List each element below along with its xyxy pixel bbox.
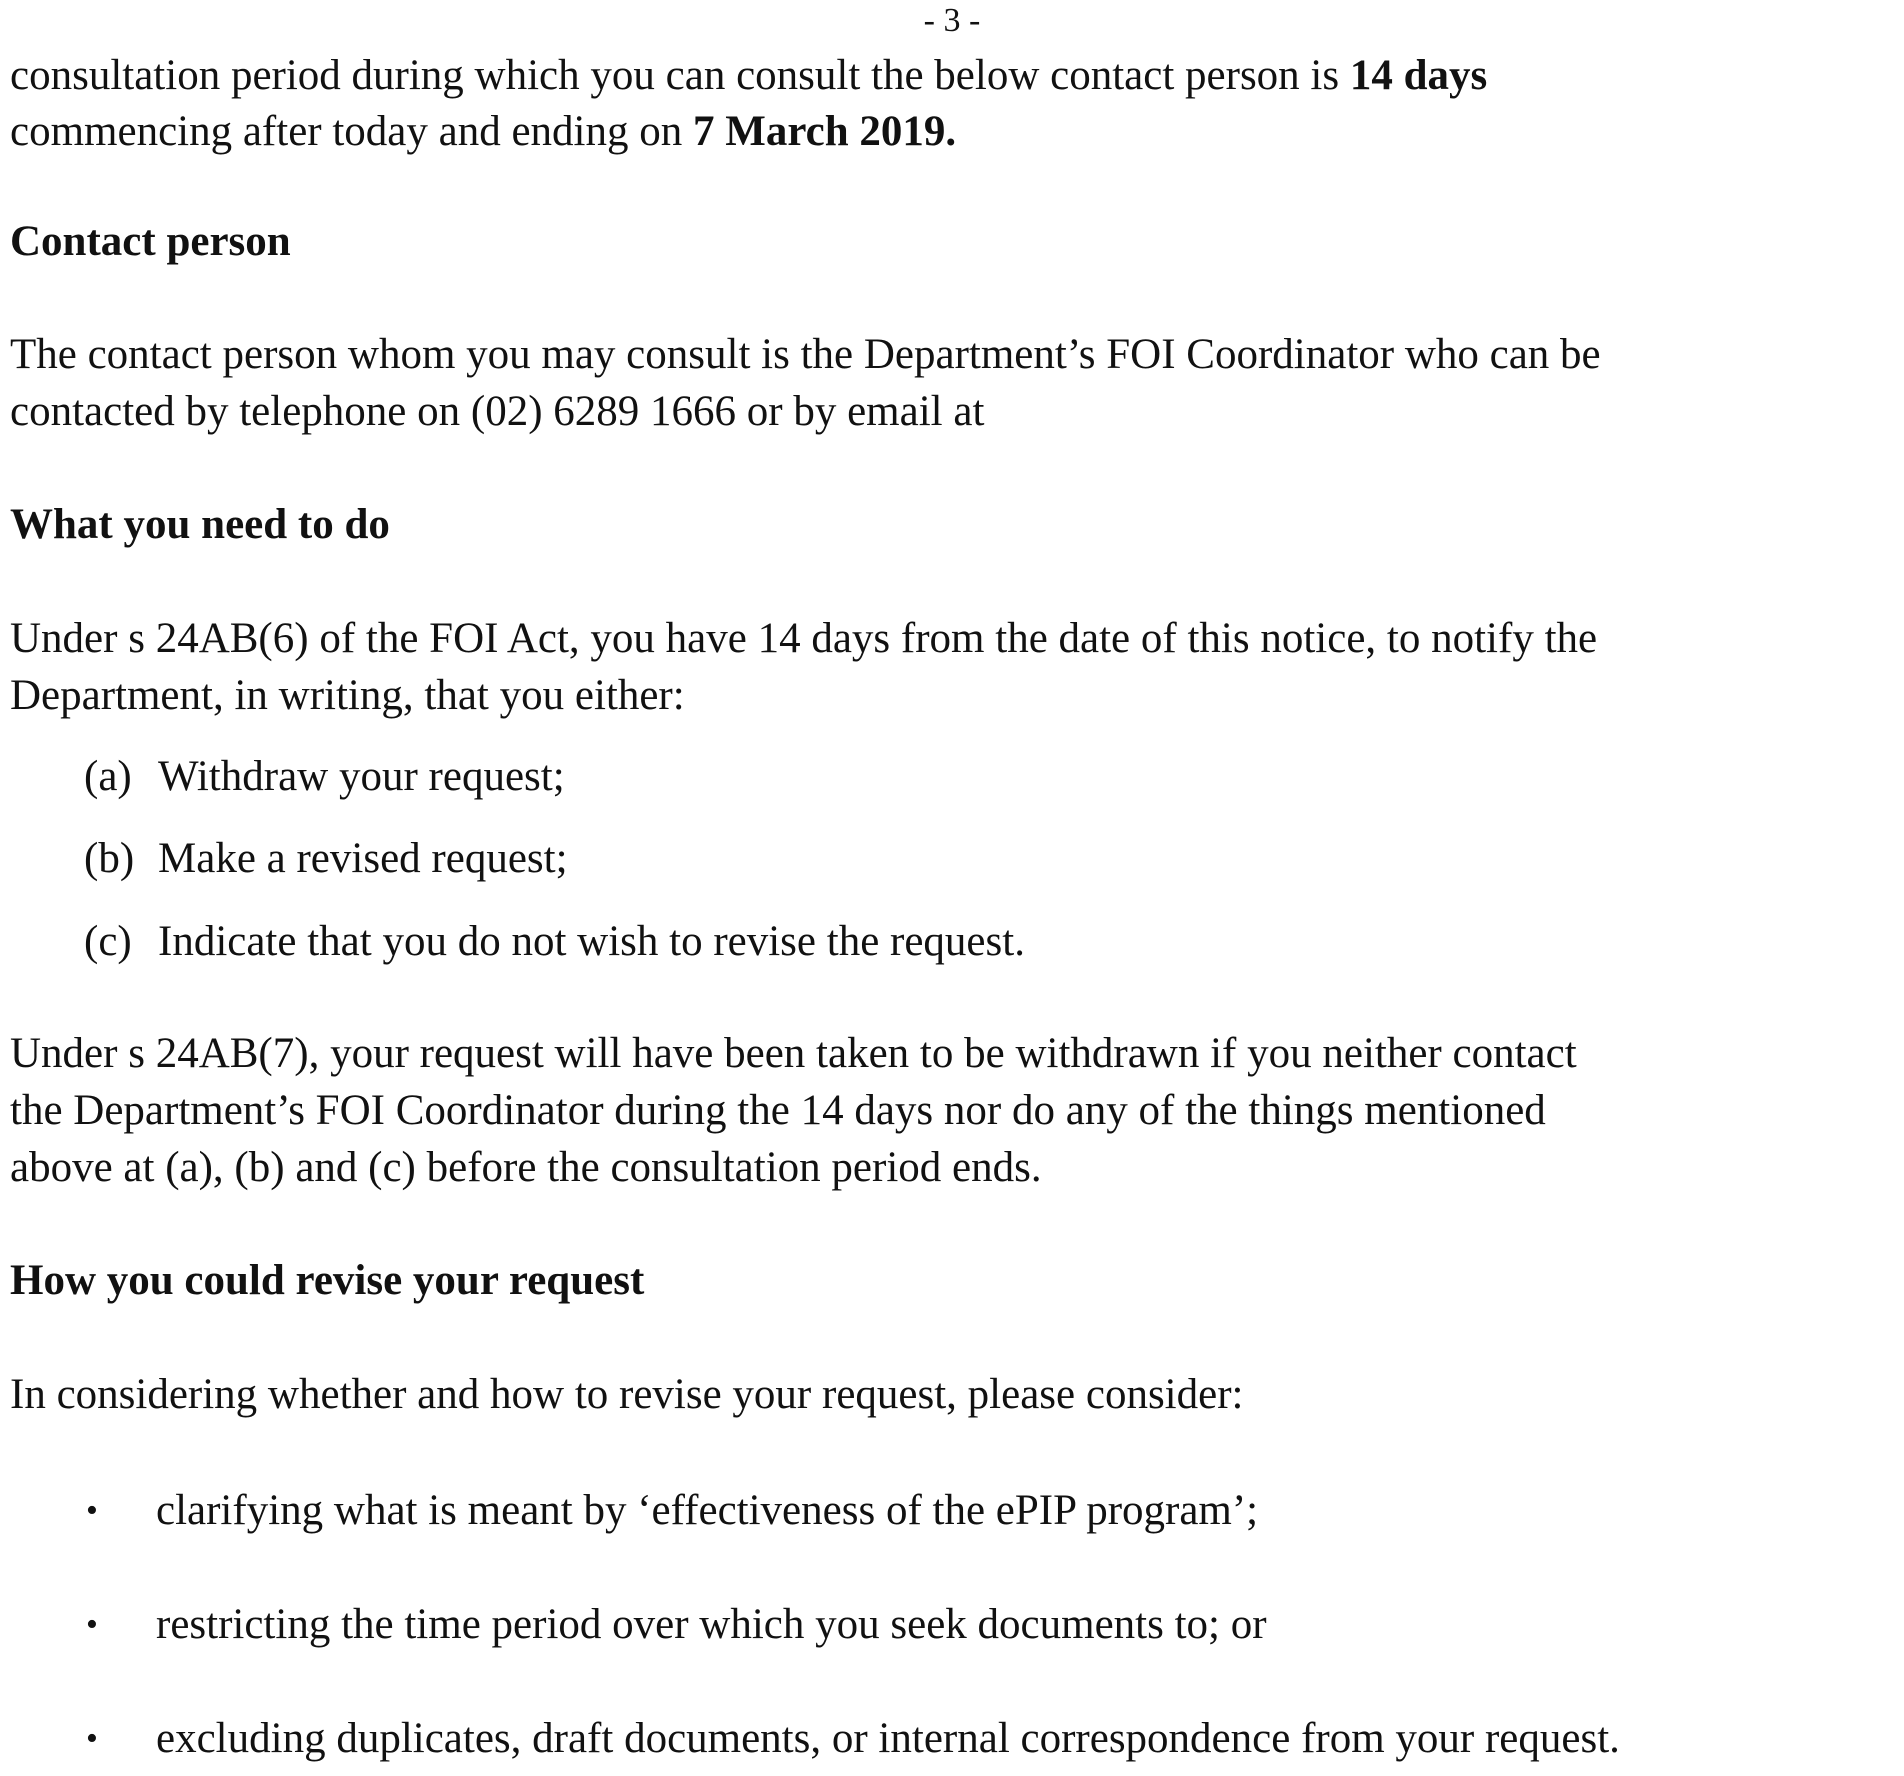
intro-line-1-text: consultation period during which you can consult the below contact person is — [10, 52, 1350, 99]
bullet-icon: • — [86, 1606, 98, 1643]
bullet-text: clarifying what is meant by ‘effectiveness of the ePIP program’; — [156, 1487, 1259, 1534]
intro-line-2 — [10, 104, 956, 160]
todo-heading: What you need to do — [10, 501, 390, 548]
todo-line-1: Under s 24AB(6) of the FOI Act, you have 14 days from the date of this notice, to notify the — [10, 615, 1598, 662]
contact-line-1: The contact person whom you may consult is the Department’s FOI Coordinator who can be — [10, 331, 1601, 378]
todo-para-line-2: the Department’s FOI Coordinator during the 14 days nor do any of the things mentioned — [10, 1087, 1546, 1134]
revise-heading: How you could revise your request — [10, 1257, 645, 1304]
todo-line-2: Department, in writing, that you either: — [10, 672, 685, 719]
contact-line-2: contacted by telephone on (02) 6289 1666 or by email at — [10, 388, 985, 435]
option-label: (a) — [84, 753, 132, 800]
intro-line-2-text: commencing after today and ending on — [10, 108, 694, 155]
revise-intro: In considering whether and how to revise your request, please consider: — [10, 1371, 1244, 1418]
option-text: Indicate that you do not wish to revise the request. — [158, 918, 1025, 965]
intro-line-1-bold: 14 days — [1349, 52, 1488, 99]
bullet-icon: • — [86, 1492, 98, 1529]
bullet-text: excluding duplicates, draft documents, or internal correspondence from your request. — [156, 1715, 1620, 1762]
bullet-text: restricting the time period over which you seek documents to; or — [156, 1601, 1267, 1648]
option-text: Withdraw your request; — [158, 753, 565, 800]
bullet-icon: • — [86, 1720, 98, 1757]
option-text: Make a revised request; — [158, 835, 568, 882]
todo-para-line-1: Under s 24AB(7), your request will have been taken to be withdrawn if you neither contact — [10, 1030, 1577, 1077]
page-number: - 3 - — [923, 2, 981, 39]
option-label: (c) — [84, 918, 132, 965]
intro-line-1 — [10, 48, 1487, 104]
option-label: (b) — [84, 835, 135, 882]
contact-heading: Contact person — [10, 218, 291, 265]
intro-line-2-bold: 7 March 2019. — [693, 108, 957, 155]
todo-para-line-3: above at (a), (b) and (c) before the consultation period ends. — [10, 1144, 1042, 1191]
